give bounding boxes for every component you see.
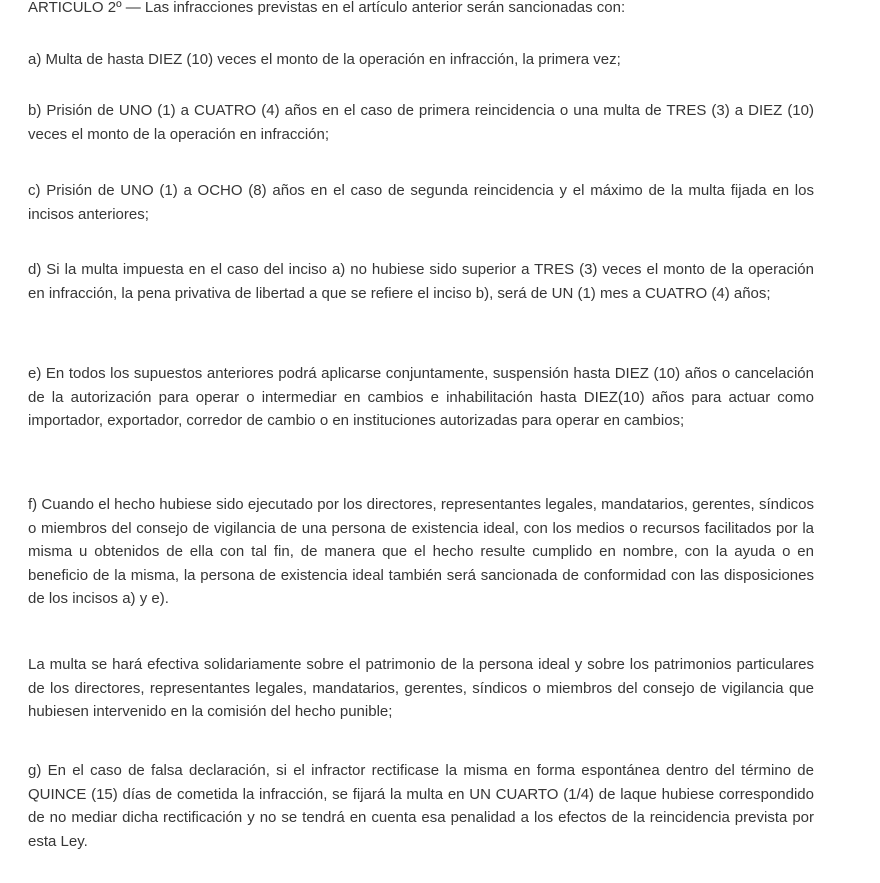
- paragraph-e: e) En todos los supuestos anteriores podrá aplicarse conjuntamente, suspensión hasta DIEZ (10) años o cancelación de la autorización para operar o intermediar en cambios e inhabilitación hasta DIEZ(10) años para actuar como importador, exportador, corredor de cambio o en instituciones autorizadas para operar en cambios;: [28, 365, 814, 429]
- paragraph-f: f) Cuando el hecho hubiese sido ejecutado por los directores, representantes legales, mandatarios, gerentes, síndicos o miembros del consejo de vigilancia de una persona de existencia ideal, con los medios o recursos facilitados por la misma u obtenidos de ella con tal fin, de manera que el hecho resulte cumplido en nombre, con la ayuda o en beneficio de la misma, la persona de existencia ideal también será sancionada de conformidad con las disposiciones de los incisos a) y e).: [28, 496, 814, 607]
- paragraph-g: g) En el caso de falsa declaración, si el infractor rectificase la misma en forma espontánea dentro del término de QUINCE (15) días de cometida la infracción, se fijará la multa en UN CUARTO (1/4) de laque hubiese correspondido de no mediar dicha rectificación y no se tendrá en cuenta esa penalidad a los efectos de la reincidencia prevista por esta Ley.: [28, 762, 814, 850]
- paragraph-multa: La multa se hará efectiva solidariamente sobre el patrimonio de la persona ideal y sobre los patrimonios particulares de los directores, representantes legales, mandatarios, gerentes, síndicos o miembros del consejo de vigilancia que hubiesen intervenido en la comisión del hecho punible;: [28, 656, 814, 720]
- article-heading: ARTICULO 2º — Las infracciones previstas en el artículo anterior serán sancionadas con:: [28, 0, 626, 16]
- paragraph-d: d) Si la multa impuesta en el caso del inciso a) no hubiese sido superior a TRES (3) veces el monto de la operación en infracción, la pena privativa de libertad a que se refiere el inciso b), será de UN (1) mes a CUATRO (4) años;: [28, 261, 814, 302]
- paragraph-b: b) Prisión de UNO (1) a CUATRO (4) años en el caso de primera reincidencia o una multa de TRES (3) a DIEZ (10) veces el monto de la operación en infracción;: [28, 102, 814, 143]
- paragraph-c: c) Prisión de UNO (1) a OCHO (8) años en el caso de segunda reincidencia y el máximo de la multa fijada en los incisos anteriores;: [28, 182, 814, 223]
- paragraph-a: a) Multa de hasta DIEZ (10) veces el monto de la operación en infracción, la primera vez;: [28, 51, 621, 68]
